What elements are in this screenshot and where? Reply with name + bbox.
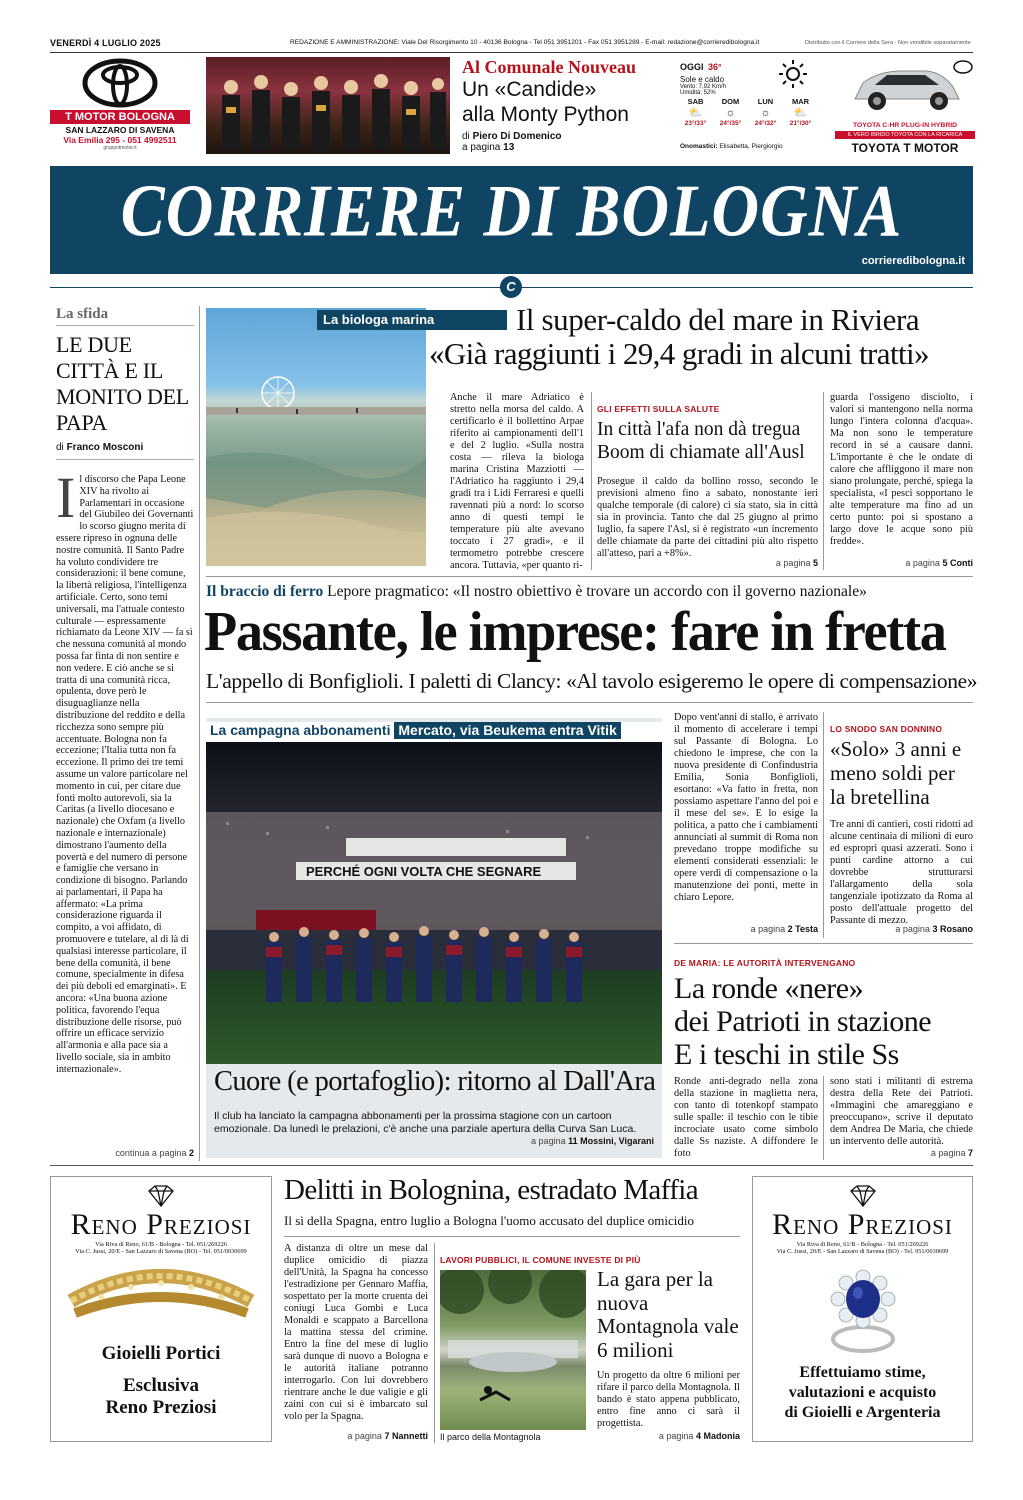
ronde-col2: sono stati i militanti di estrema destra della Rete dei Patrioti. «Immagini che amareggiano e preoccupano», scrive il deputato dem Andrea De Maria, che chiede un intervento delle autorità. bbox=[830, 1076, 973, 1147]
tmotor-city: SAN LAZZARO DI SAVENA bbox=[65, 125, 175, 135]
candide-teaser[interactable] bbox=[462, 57, 662, 153]
section-rule bbox=[284, 1236, 740, 1237]
maffia-text: A distanza di oltre un mese dal duplice omicidio di piazza dell'Unità, la Spagna ha concesso l'estradizione per Gennaro Maffia, sospettato per la morte cruenta dei coniugi Luca Gombi e Luca Monaldi e scappato a Barcellona la mattina stessa del crimine. Entro la fine del mese di luglio sarà dunque di nuovo a Bologna e le autorità italiane potranno interrogarlo. Con lui dovrebbero rientrare anche le due valigie e gli zaini con cui si è imbarcato sul volo per la Spagna. bbox=[284, 1243, 428, 1422]
day-temp: 24°/35° bbox=[719, 120, 742, 127]
day-temp: 21°/30° bbox=[789, 120, 812, 127]
candide-title-1: Un «Candide» bbox=[462, 78, 597, 101]
montagnola-story[interactable] bbox=[597, 1268, 740, 1430]
bretellina-story[interactable] bbox=[830, 724, 973, 927]
candide-page-number: 13 bbox=[503, 142, 515, 153]
maffia-author: Nannetti bbox=[392, 1431, 428, 1441]
column-divider bbox=[434, 1243, 435, 1443]
forecast-day bbox=[748, 97, 783, 127]
masthead-site: corrieredibologna.it bbox=[861, 255, 965, 267]
onomastici bbox=[680, 143, 783, 150]
reno-line-2: Esclusiva bbox=[122, 1375, 200, 1396]
bologna-ref[interactable] bbox=[214, 1136, 654, 1146]
bologna-text: Il club ha lanciato la campagna abbonamenti per la prossima stagione con un cartoon emozionale. Da lunedì le prelazioni, c'è anche una parziale apertura della Curva San Luca. bbox=[214, 1110, 637, 1135]
montagnola-photo bbox=[440, 1270, 586, 1430]
today-wind: Vento: 7,92 Km/h bbox=[680, 84, 727, 90]
park-scene bbox=[440, 1270, 586, 1430]
sea-col1: Anche il mare Adriatico è stretto nella morsa del caldo. A certificarlo è il bollettino Arpae riferito ai campionamenti dell'1 e del 2 luglio. «Sulla nostra costa — rileva la biologa marina Cristina Mazziotti — l'Adriatico ha raggiunto i 29,4 gradi tra i Lidi Ferraresi e quelli ravennati più a nord: lo scorso anno di questi tempi le temperature più alte avevano toccato i 27 gradi», e il termometro potrebbe crescere ancora. Tuttavia, «per quanto ri- bbox=[450, 392, 584, 571]
weather-box bbox=[670, 57, 820, 155]
masthead-title: CORRIERE DI BOLOGNA bbox=[120, 170, 903, 253]
day-name: DOM bbox=[721, 97, 740, 106]
mercato-label: Mercato, via Beukema entra Vitik bbox=[394, 722, 620, 739]
afa-text: Prosegue il caldo da bollino rosso, secondo le previsioni almeno fino a sabato, nonostante ieri qualche temporale (di calore) ci sia stato, sia in città sia in provincia. Tanto che dal 25 giugno al primo luglio, fa sapere l'Asl, si è registrato «un incremento delle chiamate da parte dei cittadini più alto rispetto all'atteso, pari a +8%». bbox=[597, 476, 818, 559]
campagna-label: La campagna abbonamenti bbox=[210, 722, 391, 738]
afa-kicker: GLI EFFETTI SULLA SALUTE bbox=[597, 404, 720, 414]
sea-photo-label: La biologa marina bbox=[317, 310, 507, 330]
page-prefix: a pagina bbox=[462, 142, 501, 153]
sea-title-1: Il super-caldo del mare in Riviera bbox=[516, 302, 920, 337]
montagnola-text: Un progetto da oltre 6 milioni per rifare il parco della Montagnola. Il bando è stato appena pubblicato, entro fine anno ci sarà il progettista. bbox=[597, 1370, 740, 1429]
lead-page: 2 bbox=[787, 924, 793, 934]
car-image bbox=[835, 57, 975, 115]
sun-icon: ☼ bbox=[760, 107, 771, 119]
sea-page: 5 bbox=[942, 558, 948, 568]
lead-author: Testa bbox=[795, 924, 818, 934]
ronde-title-2: dei Patrioti in stazione bbox=[674, 1005, 932, 1038]
weather-today bbox=[680, 57, 760, 96]
tmotor-phone: 051 4992511 bbox=[127, 135, 177, 145]
reno-address-2: Via C. Jussi, 20/E - San Lazzaro di Savena (BO) - Tel. 051/0030699 bbox=[776, 1248, 949, 1255]
bologna-photo bbox=[206, 742, 662, 1064]
day-name: MAR bbox=[791, 97, 810, 106]
reno-line-1: Gioielli Portici bbox=[101, 1343, 221, 1364]
ferris-wheel bbox=[206, 308, 426, 566]
montagnola-title: La gara per la nuova Montagnola vale 6 milioni bbox=[597, 1267, 739, 1362]
page-prefix: a pagina bbox=[905, 558, 940, 568]
bretellina-page: 3 bbox=[932, 924, 938, 934]
section-rule bbox=[206, 702, 973, 703]
section-rule bbox=[674, 943, 973, 944]
editorial-page: 2 bbox=[188, 1148, 194, 1158]
diamond-logo-icon bbox=[848, 1185, 878, 1207]
stadium-banner-text: PERCHÉ OGNI VOLTA CHE SEGNARE bbox=[306, 864, 542, 879]
date-line: VENERDÌ 4 LUGLIO 2025 bbox=[50, 38, 161, 48]
lead-subhead: L'appello di Bonfiglioli. I paletti di Clancy: «Al tavolo esigeremo le opere di compensazione» bbox=[206, 669, 978, 693]
tmotor-ad-left[interactable] bbox=[50, 58, 190, 154]
bologna-photo-labels bbox=[206, 722, 662, 742]
column-divider bbox=[591, 392, 592, 570]
editorial-byline bbox=[56, 442, 194, 453]
onomastici-label: Onomastici: bbox=[680, 143, 718, 150]
bologna-page: 11 bbox=[568, 1136, 578, 1146]
montagnola-ref[interactable] bbox=[597, 1431, 740, 1441]
editorial-kicker: La sfida bbox=[56, 306, 109, 322]
page-prefix: a pagina bbox=[930, 1148, 966, 1158]
editorial-dropcap: I bbox=[56, 465, 76, 530]
ronde-col1: Ronde anti-degrado nella zona della stazione in maglietta nera, con tanto di totenkopf stampato sulle spalle: il teschio con le tibie incrociate usato come simbolo dalle Ss naziste. A diffondere le foto bbox=[674, 1076, 818, 1159]
sea-col3: guarda l'ossigeno disciolto, i valori si mantengono nella norma lungo l'intera colonna d'acqua». Ma non sono le temperature record in sé a causare danni. L'importante è che le ondate di calore che affliggono il mare non siano prolungate, perché, spiega la specialista, «I pesci sopportano le alte temperature ma fino ad un certo punto: poi si spostano a largo dove le acque sono più fredde». bbox=[830, 392, 973, 547]
editorial-body bbox=[56, 465, 194, 1076]
sun-icon: ☼ bbox=[725, 107, 736, 119]
distribution-line: Distribuito con il Corriere della Sera - Non vendibile separatamente bbox=[805, 40, 971, 46]
tmotor-contact: Via Emilia 295 - 051 4992511 bbox=[63, 135, 177, 145]
editorial-text: l discorso che Papa Leone XIV ha rivolto ai Parlamentari in occasione del Giubileo dei Governanti lo scorso giugno merita di essere ripreso in ognuna delle nostre comunità. Il Santo Padre ha voluto condividere tre considerazioni: il bene comune, la libertà religiosa, l'intelligenza artificiale. Certo, sono temi universali, ma l'attuale contesto culturale — espressamente richiamato da Leone XIV — fa sì che nessuna comunità al mondo possa far finta di non sentire e non vedere. E ciò anche se si tratta di una comunità ricca, opulenta, dove però le disuguaglianze nella distribuzione del reddito e della ricchezza sono sempre più accentuate. Bologna non fa eccezione; l'Italia tutta non fa eccezione. Il primo dei tre temi assume un valore particolare nel momento in cui, per citare due fonti molto autorevoli, sia la Caritas (a livello diocesano e nazionale) che Oxfam (a livello nazionale e internazionale) dimostrano l'aumento della povertà e del numero di persone e famiglie che versano in condizione di bisogno. Parlando ai parlamentari, il Papa ha affermato: «La prima considerazione riguarda il compito, a voi affidato, di promuovere e tutelare, al di là di qualsiasi interesse particolare, il bene della comunità, il bene comune, specialmente in difesa dei più deboli ed emarginati». E ancora: «Una buona azione politica, favorendo l'equa distribuzione delle risorse, può offrire un efficace servizio all'armonia e alla pace sia a livello sociale, sia in ambito internazionale». bbox=[56, 474, 194, 1075]
montagnola-page: 4 bbox=[695, 1431, 701, 1441]
candide-kicker: Al Comunale Nouveau bbox=[462, 57, 637, 77]
reno-preziosi-ad-left[interactable] bbox=[50, 1176, 272, 1442]
bretellina-text: Tre anni di cantieri, costi ridotti ad alcune centinaia di milioni di euro ed espropri quasi azzerati. Sono i punti cardine attorno a cui dovrebbe strutturarsi l'allargamento della sola tangenziale ipotizzato da Roma al posto dell'attuale progetto del Passante di mezzo. bbox=[830, 819, 973, 926]
reno-line-1: Effettuiamo stime, bbox=[799, 1364, 926, 1381]
maffia-page: 7 bbox=[384, 1431, 390, 1441]
reno-address-1: Via Riva di Reno, 61/B - Bologna - Tel. 051/269226 bbox=[796, 1241, 929, 1248]
section-rule bbox=[50, 1165, 973, 1166]
divider bbox=[56, 325, 194, 326]
day-name: SAB bbox=[687, 97, 704, 106]
page-prefix: a pagina bbox=[775, 558, 811, 568]
today-humidity: Umidità: 52% bbox=[680, 90, 716, 96]
afa-title-2: Boom di chiamate all'Ausl bbox=[597, 442, 805, 463]
sea-author: Conti bbox=[950, 558, 973, 568]
bretellina-title: «Solo» 3 anni e meno soldi per la bretellina bbox=[830, 737, 962, 809]
byline-prefix: di bbox=[56, 442, 64, 453]
reno-preziosi-ad-right[interactable] bbox=[752, 1176, 973, 1442]
sapphire-ring-image bbox=[808, 1259, 918, 1359]
candide-page bbox=[462, 142, 662, 153]
sea-photo bbox=[206, 308, 426, 566]
column-divider bbox=[199, 306, 200, 1161]
section-rule bbox=[206, 576, 973, 577]
lead-text: Dopo vent'anni di stallo, è arrivato il momento di accelerare i tempi sul Passante di Bologna. Lo chiedono le imprese, che con la nuova presidente di Confindustria Emilia, Sonia Bonfiglioli, esortano: «Va fatto in fretta, non possiamo aspettare l'anno del poi e il mese del se». E lo esige la politica, a patto che i cambiamenti annunciati al summit di Roma non prevedano troppe modifiche su elementi considerati essenziali: le opere verdi di compensazione o la manutenzione dei ponti, mette in chiaro Lepore. bbox=[674, 712, 818, 903]
reno-brand: Reno Preziosi bbox=[70, 1208, 252, 1241]
candide-author: Piero Di Domenico bbox=[472, 131, 562, 142]
lead-kicker: Il braccio di ferro bbox=[206, 583, 324, 600]
forecast-day bbox=[713, 97, 748, 127]
maffia-title: Delitti in Bolognina, estradato Maffia bbox=[284, 1174, 698, 1206]
divider bbox=[56, 459, 194, 460]
ronde-title-1: La ronde «nere» bbox=[674, 972, 864, 1005]
bracelet-image bbox=[61, 1261, 261, 1341]
reno-address-1: Via Riva di Reno, 61/B - Bologna - Tel. 051/269226 bbox=[95, 1241, 227, 1248]
byline-prefix: di bbox=[462, 131, 470, 142]
tmotor-slogan: IL VERO IBRIDO TOYOTA CON LA RICARICA bbox=[835, 131, 975, 139]
onomastici-names: Elisabetta, Piergiorgio bbox=[719, 143, 783, 150]
montagnola-kicker: LAVORI PUBBLICI, IL COMUNE INVESTE DI PIÙ bbox=[440, 1255, 641, 1265]
montagnola-author: Madonia bbox=[703, 1431, 740, 1441]
address-line: REDAZIONE E AMMINISTRAZIONE: Viale Del Risorgimento 10 - 40136 Bologna - Tel 051 3951201 - Fax 051 3951289 - E-mail: redazione@corrieredibologna.it bbox=[290, 39, 760, 46]
reno-line-3: Reno Preziosi bbox=[105, 1397, 217, 1418]
bretellina-author: Rosano bbox=[939, 924, 973, 934]
day-temp: 24°/32° bbox=[754, 120, 777, 127]
ronde-kicker: DE MARIA: LE AUTORITÀ INTERVENGANO bbox=[674, 958, 856, 968]
ronde-ref[interactable] bbox=[830, 1148, 973, 1158]
stadium-scene bbox=[206, 742, 662, 1064]
lead-overline-text: Lepore pragmatico: «Il nostro obiettivo è trovare un accordo con il governo nazionale» bbox=[327, 583, 867, 600]
reno-brand: Reno Preziosi bbox=[772, 1208, 953, 1241]
ronde-title-3: E i teschi in stile Ss bbox=[674, 1038, 899, 1071]
page-prefix: a pagina bbox=[347, 1431, 382, 1441]
forecast-day bbox=[783, 97, 818, 127]
ronde-story[interactable] bbox=[674, 958, 973, 1071]
bretellina-ref[interactable] bbox=[830, 924, 973, 934]
day-temp: 23°/33° bbox=[684, 120, 707, 127]
lead-ref[interactable] bbox=[674, 924, 818, 934]
bologna-headline: Cuore (e portafoglio): ritorno al Dall'Ara bbox=[214, 1066, 656, 1097]
day-name: LUN bbox=[757, 97, 774, 106]
page-prefix: a pagina bbox=[895, 924, 930, 934]
page-prefix: a pagina bbox=[658, 1431, 694, 1441]
afa-story[interactable] bbox=[597, 404, 818, 560]
corriere-badge: C bbox=[500, 276, 522, 298]
toyota-logo-icon bbox=[80, 58, 160, 108]
top-rule bbox=[50, 52, 973, 53]
afa-ref[interactable] bbox=[597, 558, 818, 568]
candide-title-2: alla Monty Python bbox=[462, 103, 629, 126]
sun-cloud-icon: ⛅ bbox=[793, 107, 808, 119]
today-label: OGGI bbox=[680, 62, 704, 72]
stage-figures bbox=[206, 57, 450, 154]
reno-line-2: valutazioni e acquisto bbox=[788, 1384, 937, 1401]
editorial-continue[interactable] bbox=[56, 1148, 194, 1158]
column-divider bbox=[823, 1076, 824, 1160]
ronde-page: 7 bbox=[967, 1148, 973, 1158]
tmotor-address: Via Emilia 295 bbox=[63, 135, 120, 145]
tmotor-site: gruppotmotor.it bbox=[103, 145, 137, 151]
afa-title-1: In città l'afa non dà tregua bbox=[597, 419, 801, 440]
candide-byline bbox=[462, 131, 662, 142]
sea-title-2: «Già raggiunti i 29,4 gradi in alcuni tratti» bbox=[429, 336, 929, 371]
tmotor-brand-right: TOYOTA T MOTOR bbox=[851, 141, 959, 155]
today-desc: Sole e caldo bbox=[680, 75, 725, 84]
maffia-ref[interactable] bbox=[284, 1431, 428, 1441]
editorial[interactable] bbox=[56, 306, 194, 1076]
montagnola-caption: Il parco della Montagnola bbox=[440, 1432, 541, 1442]
page-prefix: a pagina bbox=[531, 1136, 566, 1146]
bretellina-kicker: LO SNODO SAN DONNINO bbox=[830, 724, 943, 734]
column-divider bbox=[823, 712, 824, 938]
diamond-logo-icon bbox=[146, 1185, 176, 1207]
sun-icon bbox=[778, 59, 808, 89]
tmotor-model: TOYOTA C-HR PLUG-IN HYBRID bbox=[852, 122, 958, 129]
reno-line-3: di Gioielli e Argenteria bbox=[784, 1404, 941, 1421]
masthead[interactable] bbox=[50, 166, 973, 274]
today-temp: 36° bbox=[707, 62, 722, 72]
forecast-day bbox=[678, 97, 713, 127]
forecast-days bbox=[678, 97, 818, 127]
column-divider bbox=[823, 392, 824, 570]
lead-headline: Passante, le imprese: fare in fretta bbox=[204, 601, 946, 663]
editorial-title: LE DUE CITTÀ E IL MONITO DEL PAPA bbox=[56, 332, 189, 435]
bologna-authors: Mossini, Vigarani bbox=[580, 1136, 654, 1146]
page-prefix: a pagina bbox=[750, 924, 786, 934]
lead-overline bbox=[206, 583, 867, 601]
maffia-subhead: Il sì della Spagna, entro luglio a Bologna l'uomo accusato del duplice omicidio bbox=[284, 1213, 694, 1228]
reno-address-2: Via C. Jussi, 20/E - San Lazzaro di Savena (BO) - Tel. 051/0030699 bbox=[75, 1248, 247, 1255]
candide-photo bbox=[206, 57, 450, 154]
sun-cloud-icon: ⛅ bbox=[688, 107, 703, 119]
continue-prefix: continua a pagina bbox=[115, 1148, 187, 1158]
tmotor-ad-right[interactable] bbox=[835, 57, 975, 155]
toyota-logo-icon bbox=[954, 61, 972, 73]
tmotor-brand: T MOTOR BOLOGNA bbox=[50, 110, 190, 124]
afa-page: 5 bbox=[812, 558, 818, 568]
editorial-author: Franco Mosconi bbox=[66, 442, 144, 453]
sea-ref[interactable] bbox=[830, 558, 973, 568]
